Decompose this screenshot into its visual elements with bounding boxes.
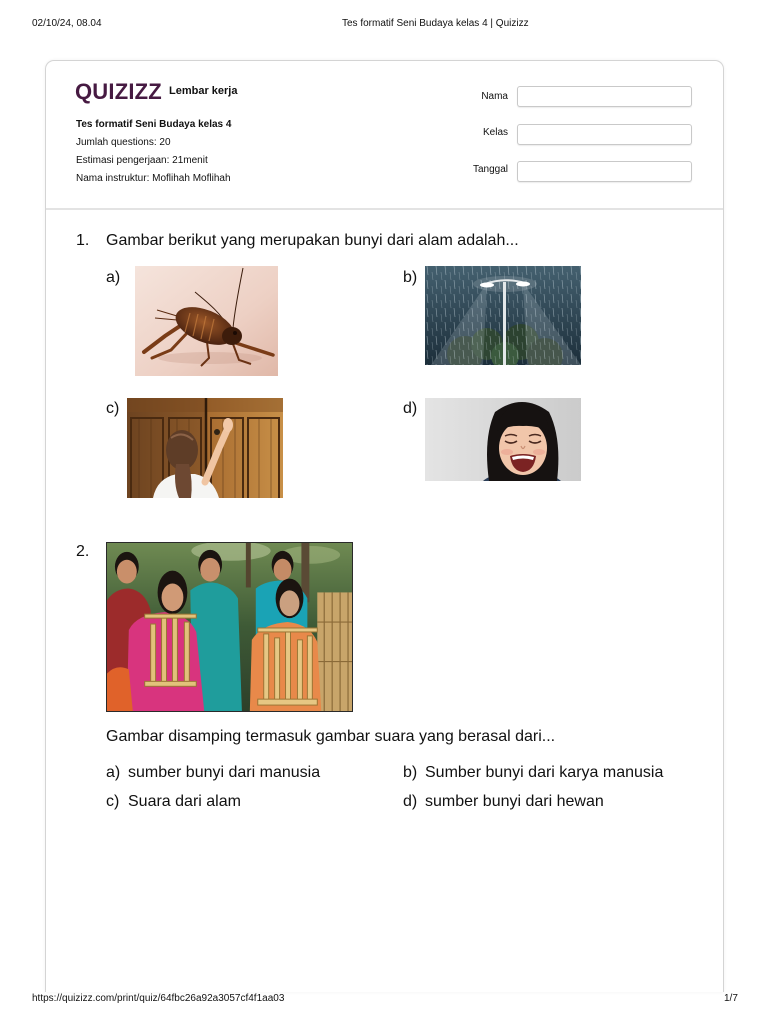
option-letter-c: c) — [106, 400, 120, 417]
instructor-name: Nama instruktur: Moflihah Moflihah — [76, 173, 231, 184]
angklung-children-image — [106, 542, 353, 712]
option-letter-d: d) — [403, 400, 418, 417]
question-text: Gambar disamping termasuk gambar suara yang berasal dari... — [106, 728, 556, 745]
name-label: Nama — [481, 91, 508, 102]
answer-option-d — [403, 793, 604, 811]
quizizz-logo: QUIZIZZ — [75, 79, 162, 104]
print-page-title: Tes formatif Seni Budaya kelas 4 | Quizizz — [342, 18, 529, 29]
angklung-children-photo — [107, 543, 352, 711]
option-text: Sumber bunyi dari karya manusia — [425, 764, 664, 781]
option-letter: b) — [403, 764, 418, 781]
print-url: https://quizizz.com/print/quiz/64fbc26a92a3057cf4f1aa03 — [32, 993, 285, 1004]
name-field[interactable] — [517, 86, 692, 107]
answer-option-c — [106, 793, 241, 811]
date-field[interactable] — [517, 161, 692, 182]
option-text: sumber bunyi dari manusia — [128, 764, 321, 781]
question-count: Jumlah questions: 20 — [76, 137, 171, 148]
question-text: Gambar berikut yang merupakan bunyi dari alam adalah... — [106, 232, 519, 249]
page-number: 1/7 — [724, 993, 738, 1004]
question-number: 2. — [76, 543, 90, 560]
class-field[interactable] — [517, 124, 692, 145]
option-letter: c) — [106, 793, 120, 810]
knocking-door-image — [127, 398, 283, 498]
option-text: Suara dari alam — [128, 793, 241, 810]
bamboo-wall — [317, 592, 352, 711]
answer-option-b — [403, 764, 663, 782]
class-label: Kelas — [482, 127, 508, 138]
option-letter: d) — [403, 793, 418, 810]
worksheet-card — [45, 60, 724, 992]
child-small-front — [107, 667, 133, 711]
question-number: 1. — [76, 232, 90, 249]
crying-child-image — [425, 398, 581, 481]
option-letter-b: b) — [403, 269, 418, 286]
cricket-image — [135, 266, 278, 376]
angklung-right — [258, 628, 318, 705]
date-label: Tanggal — [472, 164, 508, 175]
answer-option-a — [106, 764, 320, 782]
worksheet-subtitle: Lembar kerja — [169, 85, 238, 97]
option-letter-a: a) — [106, 269, 121, 286]
crying-child — [483, 402, 561, 481]
quiz-title: Tes formatif Seni Budaya kelas 4 — [76, 119, 232, 130]
header-divider — [46, 208, 723, 210]
print-datetime: 02/10/24, 08.04 — [32, 18, 102, 29]
option-text: sumber bunyi dari hewan — [425, 793, 604, 810]
option-letter: a) — [106, 764, 121, 781]
time-estimate: Estimasi pengerjaan: 21menit — [76, 155, 208, 166]
rain-streetlight-image — [425, 266, 581, 365]
